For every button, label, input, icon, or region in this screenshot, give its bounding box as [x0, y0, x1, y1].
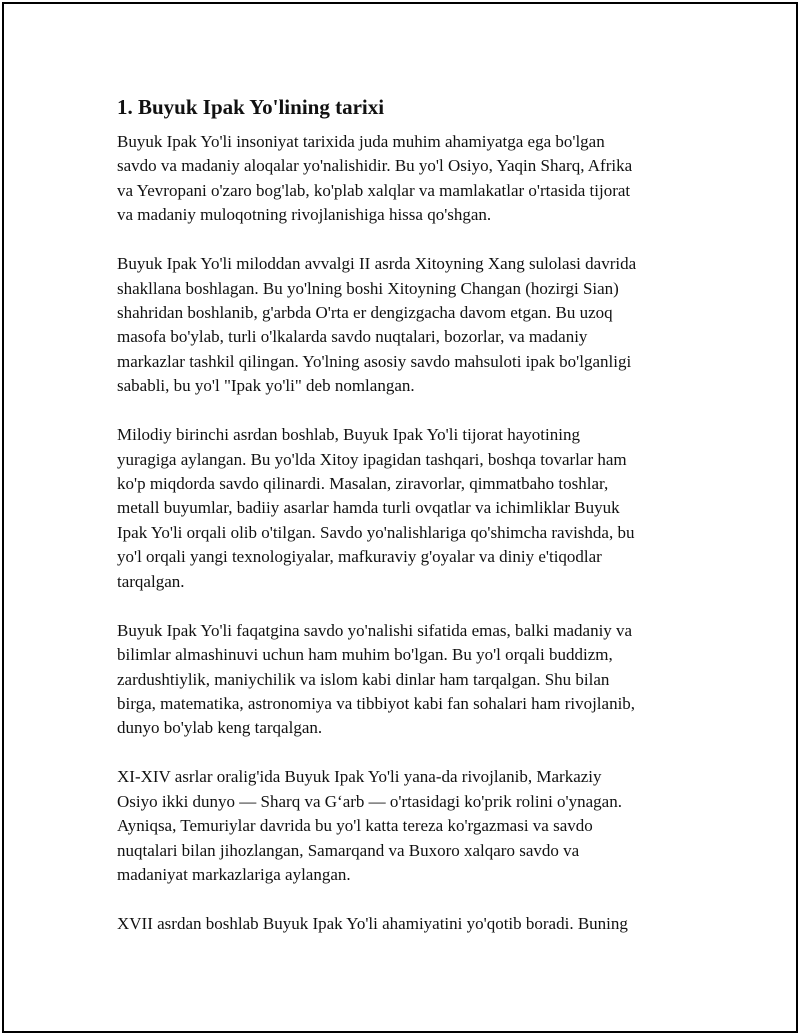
paragraph-line: masofa bo'ylab, turli o'lkalarda savdo nuqtalari, bozorlar, va madaniy [117, 327, 588, 347]
paragraph-line: nuqtalari bilan jihozlangan, Samarqand va Buxoro xalqaro savdo va [117, 840, 580, 860]
paragraph-list [117, 130, 697, 936]
paragraph-line: sababli, bu yo'l "Ipak yo'li" deb nomlangan. [117, 376, 415, 396]
paragraph [117, 423, 697, 594]
paragraph-line: ko'p miqdorda savdo qilinardi. Masalan, ziravorlar, qimmatbaho toshlar, [117, 474, 609, 494]
paragraph-line: birga, matematika, astronomiya va tibbiyot kabi fan sohalari ham rivojlanib, [117, 693, 636, 713]
paragraph-line: shakllana boshlagan. Bu yo'lning boshi Xitoyning Changan (hozirgi Sian) [117, 278, 619, 298]
paragraph-line: zardushtiylik, maniychilik va islom kabi dinlar ham tarqalgan. Shu bilan [117, 669, 610, 689]
paragraph [117, 130, 697, 228]
paragraph-line: XVII asrdan boshlab Buyuk Ipak Yo'li ahamiyatini yo'qotib boradi. Buning [117, 913, 628, 933]
paragraph-line: yo'l orqali yangi texnologiyalar, mafkuraviy g'oyalar va diniy e'tiqodlar [117, 547, 602, 567]
paragraph-line: dunyo bo'ylab keng tarqalgan. [117, 718, 323, 738]
paragraph-line: Buyuk Ipak Yo'li insoniyat tarixida juda muhim ahamiyatga ega bo'lgan [117, 132, 605, 151]
paragraph-line: XI-XIV asrlar oralig'ida Buyuk Ipak Yo'li yana-da rivojlanib, Markaziy [117, 767, 602, 787]
paragraph-line: Buyuk Ipak Yo'li miloddan avvalgi II asrda Xitoyning Xang sulolasi davrida [117, 254, 637, 274]
paragraph-line: savdo va madaniy aloqalar yo'nalishidir. Bu yo'l Osiyo, Yaqin Sharq, Afrika [117, 156, 633, 176]
paragraph-line: markazlar tashkil qilingan. Yo'lning asosiy savdo mahsuloti ipak bo'lganligi [117, 351, 632, 371]
paragraph [117, 619, 697, 741]
paragraph [117, 252, 697, 398]
paragraph [117, 765, 697, 887]
document-body [117, 93, 697, 961]
paragraph-line: shahridan boshlanib, g'arbda O'rta er dengizgacha davom etgan. Bu uzoq [117, 303, 613, 323]
paragraph-line: Ayniqsa, Temuriylar davrida bu yo'l katta tereza ko'rgazmasi va savdo [117, 816, 593, 836]
paragraph-line: Ipak Yo'li orqali olib o'tilgan. Savdo yo'nalishlariga qo'shimcha ravishda, bu [117, 522, 635, 542]
paragraph-line: Milodiy birinchi asrdan boshlab, Buyuk Ipak Yo'li tijorat hayotining [117, 425, 580, 445]
paragraph-line: va madaniy muloqotning rivojlanishiga hissa qo'shgan. [117, 205, 492, 225]
paragraph-line: Buyuk Ipak Yo'li faqatgina savdo yo'nalishi sifatida emas, balki madaniy va [117, 620, 633, 640]
paragraph-line: metall buyumlar, badiiy asarlar hamda turli ovqatlar va ichimliklar Buyuk [117, 498, 620, 518]
paragraph-line: tarqalgan. [117, 571, 185, 591]
section-title: 1. Buyuk Ipak Yo'lining tarixi [117, 95, 385, 119]
paragraph-line: va Yevropani o'zaro bog'lab, ko'plab xalqlar va mamlakatlar o'rtasida tijorat [117, 180, 631, 200]
paragraph [117, 912, 697, 936]
paragraph-line: yuragiga aylangan. Bu yo'lda Xitoy ipagidan tashqari, boshqa tovarlar ham [117, 449, 627, 469]
paragraph-line: Osiyo ikki dunyo — Sharq va G‘arb — o'rtasidagi ko'prik rolini o'ynagan. [117, 791, 622, 811]
paragraph-line: bilimlar almashinuvi uchun ham muhim bo'lgan. Bu yo'l orqali buddizm, [117, 645, 613, 665]
paragraph-line: madaniyat markazlariga aylangan. [117, 864, 351, 884]
